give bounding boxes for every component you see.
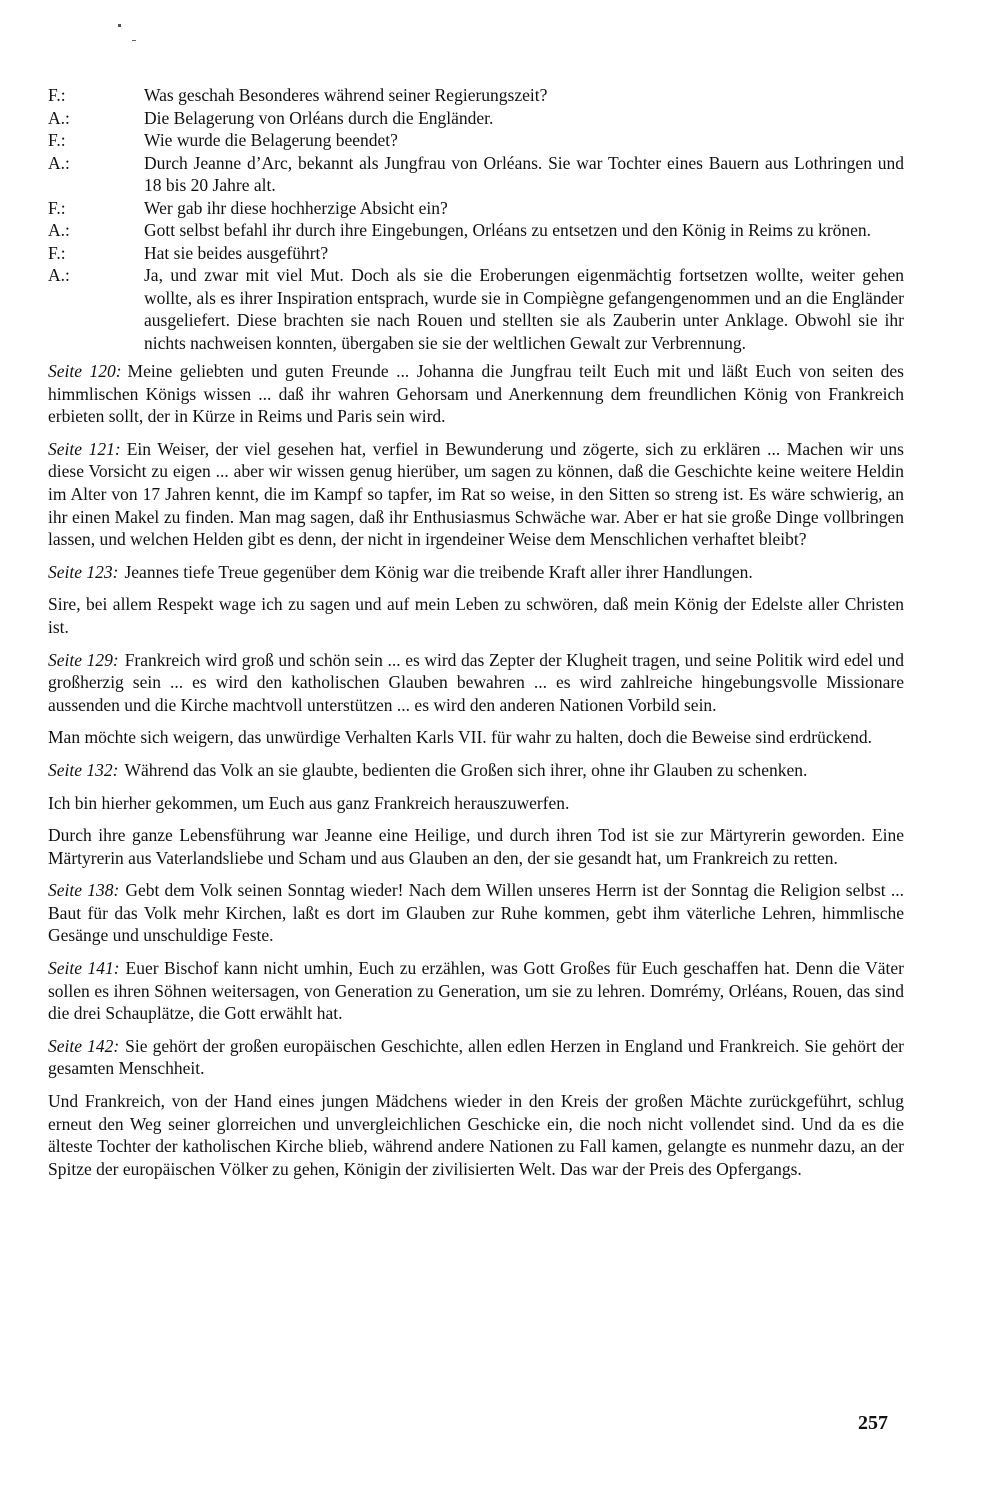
paragraph-text: Gebt dem Volk seinen Sonntag wieder! Nach dem Willen unseres Herrn ist der Sonntag die Religion selbst ... Baut für das Volk mehr Kirchen, laßt es dort im Glauben zur Ruhe kommen, gebt ihm väterliche Lehren, himmlische Gesänge und unschuldige Feste. bbox=[48, 880, 904, 946]
dialogue-row bbox=[48, 219, 904, 242]
dialogue-speaker: A.: bbox=[48, 220, 70, 240]
dialogue-row bbox=[48, 152, 904, 197]
page-body bbox=[48, 84, 904, 1190]
dialogue-speaker: A.: bbox=[48, 107, 70, 128]
quote-paragraph bbox=[48, 824, 904, 869]
quote-paragraph bbox=[48, 593, 904, 638]
quote-paragraph bbox=[48, 438, 904, 551]
dialogue-text: Was geschah Besonderes während seiner Regierungszeit? bbox=[144, 85, 548, 105]
dialogue-speaker: F.: bbox=[48, 197, 66, 218]
dialogue-row bbox=[48, 264, 904, 354]
dialogue-text: Wer gab ihr diese hochherzige Absicht ein? bbox=[144, 197, 448, 218]
dialogue-section bbox=[48, 84, 904, 354]
dialogue-speaker: F.: bbox=[48, 242, 66, 263]
dialogue-row bbox=[48, 129, 904, 152]
page-reference: Seite 129: bbox=[48, 649, 119, 670]
dialogue-text: Durch Jeanne d’Arc, bekannt als Jungfrau von Orléans. Sie war Tochter eines Bauern aus Lothringen und 18 bis 20 Jahre alt. bbox=[144, 152, 904, 195]
page-reference: Seite 141: bbox=[48, 958, 120, 979]
page-reference: Seite 123: bbox=[48, 561, 119, 582]
paragraph-text: Durch ihre ganze Lebensführung war Jeanne eine Heilige, und durch ihren Tod ist sie zur Märtyrerin geworden. Eine Märtyrerin aus Vaterlandsliebe und Scham und aus Glauben an den, der sie gesandt hat, um Frankreich zu retten. bbox=[48, 825, 904, 868]
page-reference: Seite 142: bbox=[48, 1035, 120, 1056]
quote-paragraph bbox=[48, 360, 904, 428]
paragraph-text: Ich bin hierher gekommen, um Euch aus ganz Frankreich herauszuwerfen. bbox=[48, 792, 570, 813]
quote-paragraph bbox=[48, 792, 904, 815]
page-reference: Seite 121: bbox=[48, 438, 121, 459]
quote-paragraph bbox=[48, 726, 904, 749]
dialogue-speaker: F.: bbox=[48, 130, 66, 150]
paragraph-text: Frankreich wird groß und schön sein ... es wird das Zepter der Klugheit tragen, und seine Politik wird edel und großherzig sein ... es wird den katholischen Glauben bewahren ... es wird zahlreiche hingebungsvolle Missionare aussenden und die Kirche machtvoll unterstützen ... es wird den anderen Nationen Vorbild sein. bbox=[48, 649, 904, 715]
paragraph-text: Euer Bischof kann nicht umhin, Euch zu erzählen, was Gott Großes für Euch geschaffen hat. Denn die Väter sollen es ihren Söhnen weitersagen, von Generation zu Generation, um sie zu lehren. Domrémy, Orléans, Rouen, das sind die drei Schauplätze, die Gott erwählt hat. bbox=[48, 958, 904, 1024]
dialogue-row bbox=[48, 242, 904, 265]
paragraph-text: Jeannes tiefe Treue gegenüber dem König war die treibende Kraft aller ihrer Handlungen. bbox=[124, 561, 753, 582]
dialogue-speaker: A.: bbox=[48, 152, 70, 173]
dialogue-row bbox=[48, 84, 904, 107]
paragraph-text: Sire, bei allem Respekt wage ich zu sagen und auf mein Leben zu schwören, daß mein König der Edelste aller Christen ist. bbox=[48, 594, 904, 637]
quote-paragraph bbox=[48, 957, 904, 1025]
paragraph-text: Sie gehört der großen europäischen Geschichte, allen edlen Herzen in England und Frankreich. Sie gehört der gesamten Menschheit. bbox=[48, 1035, 904, 1079]
paragraph-text: Ein Weiser, der viel gesehen hat, verfiel in Bewunderung und zögerte, sich zu erklären ... Machen wir uns diese Vorsicht zu eigen ... aber wir wissen genug hierüber, um sagen zu können, daß die Geschichte keine weitere Heldin im Alter von 17 Jahren kennt, die im Kampf so tapfer, im Rat so weise, in den Sitten so streng ist. Es wäre schwierig, an ihr einen Makel zu finden. Man mag sagen, daß ihr Enthusiasmus Schwäche war. Aber er hat sie große Dinge vollbringen lassen, und welchen Helden gibt es denn, der nicht in irgendeiner Weise dem Menschlichen verhaftet bleibt? bbox=[48, 438, 904, 550]
paragraph-text: Man möchte sich weigern, das unwürdige Verhalten Karls VII. für wahr zu halten, doch die Beweise sind erdrückend. bbox=[48, 727, 873, 748]
paragraph-text: Meine geliebten und guten Freunde ... Johanna die Jungfrau teilt Euch mit und läßt Euch von seiten des himmlischen Königs wissen ... daß ihr wahren Gehorsam und Anerkennung dem freundlichen König von Frankreich erbieten sollt, der in Kürze in Reims und Paris sein wird. bbox=[48, 361, 904, 427]
quote-paragraph bbox=[48, 879, 904, 947]
page-reference: Seite 132: bbox=[48, 759, 119, 780]
dialogue-text: Gott selbst befahl ihr durch ihre Eingebungen, Orléans zu entsetzen und den König in Reims zu krönen. bbox=[144, 220, 872, 240]
quote-paragraph bbox=[48, 561, 904, 584]
paragraph-text: Und Frankreich, von der Hand eines jungen Mädchens wieder in den Kreis der großen Mächte zurückgeführt, schlug erneut den Weg seiner glorreichen und unvergleichlichen Geschicke ein, die noch nicht vollendet sind. Und da es die älteste Tochter der katholischen Kirche blieb, während andere Nationen zu Fall kamen, gelangte es nunmehr dazu, an der Spitze der europäischen Völker zu gehen, Königin der zivilisierten Welt. Das war der Preis des Opfergangs. bbox=[48, 1091, 904, 1179]
dialogue-text: Hat sie beides ausgeführt? bbox=[144, 242, 329, 263]
dialogue-speaker: F.: bbox=[48, 85, 66, 105]
page-reference: Seite 120: bbox=[48, 361, 122, 381]
scan-speck bbox=[118, 24, 121, 27]
dialogue-text: Wie wurde die Belagerung beendet? bbox=[144, 130, 398, 150]
scan-speck bbox=[132, 40, 136, 41]
quote-paragraph bbox=[48, 759, 904, 782]
quote-paragraph bbox=[48, 649, 904, 717]
quote-paragraph bbox=[48, 1090, 904, 1180]
page-number: 257 bbox=[858, 1412, 888, 1434]
dialogue-text: Ja, und zwar mit viel Mut. Doch als sie die Eroberungen eigenmächtig fortsetzen wollte, weiter gehen wollte, als es ihrer Inspiration entsprach, wurde sie in Compiègne gefangengenommen und an die Engländer ausgeliefert. Diese brachten sie nach Rouen und stellten sie als Zauberin unter Anklage. Obwohl sie ihr nichts nachweisen konnten, übergaben sie sie der weltlichen Gewalt zur Verbrennung. bbox=[144, 265, 904, 353]
dialogue-row bbox=[48, 107, 904, 130]
dialogue-row bbox=[48, 197, 904, 220]
page-reference: Seite 138: bbox=[48, 880, 120, 901]
paragraph-text: Während das Volk an sie glaubte, bedienten die Großen sich ihrer, ohne ihr Glauben zu schenken. bbox=[124, 759, 808, 780]
quote-paragraph bbox=[48, 1035, 904, 1080]
dialogue-text: Die Belagerung von Orléans durch die Engländer. bbox=[144, 107, 494, 128]
dialogue-speaker: A.: bbox=[48, 265, 70, 285]
